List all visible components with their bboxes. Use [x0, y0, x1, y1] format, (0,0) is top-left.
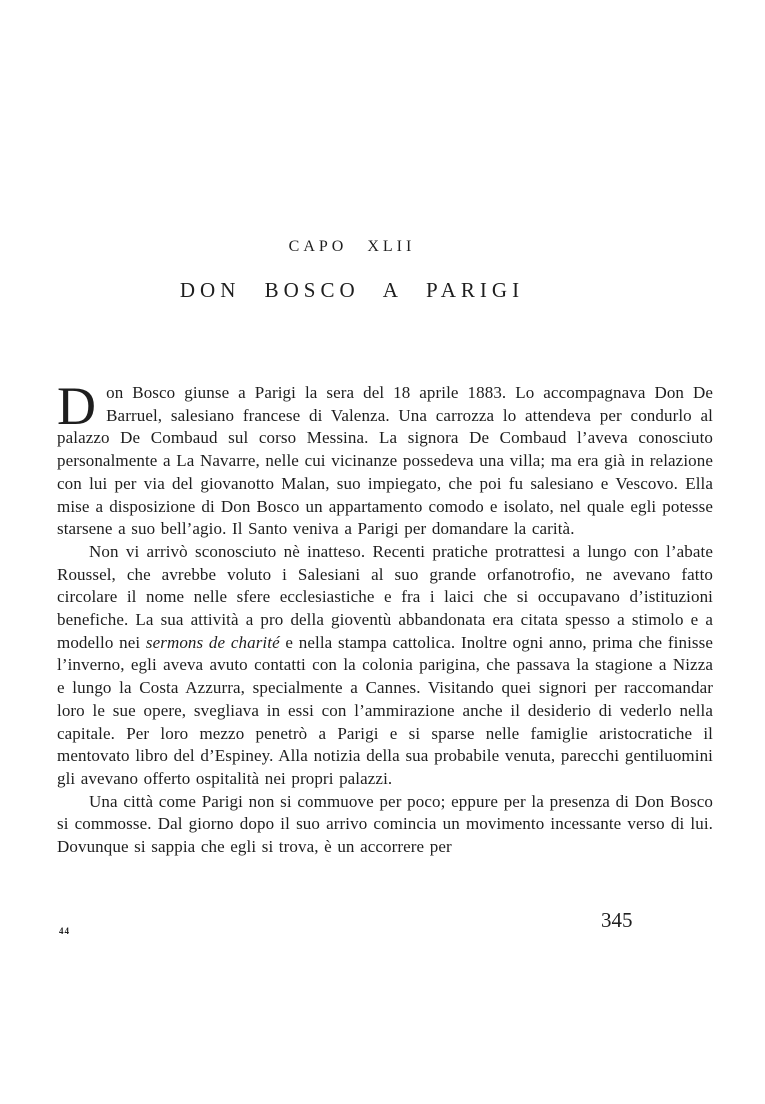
paragraph-2	[57, 541, 713, 791]
page-title: DON BOSCO A PARIGI	[179, 278, 525, 302]
signature-mark: 44	[59, 926, 70, 936]
drop-cap: D	[57, 376, 97, 436]
italic-phrase: sermons de charité	[145, 632, 280, 652]
paragraph-2-text-before: Non vi arrivò sconosciuto nè inatteso. Recenti pratiche protrattesi a lungo con l’abate Roussel, che avrebbe voluto i Salesiani al suo grande orfanotrofio, ne avevano fatto circolare il nome nelle sfere ecclesiastiche e fra i laici che si occupavano d’istituzioni benefiche. La sua attività a pro della gioventù abbandonata era citata spesso a stimolo e a modello nei	[57, 541, 713, 652]
chapter-heading: CAPO XLII	[288, 238, 416, 255]
page-number: 345	[601, 908, 633, 932]
paragraph-1-text: on Bosco giunse a Parigi la sera del 18 aprile 1883. Lo accompagnava Don De Barruel, salesiano francese di Valenza. Una carrozza lo attendeva per condurlo al palazzo De Combaud sul corso Messina. La signora De Combaud l’aveva conosciuto personalmente a La Navarre, nelle cui vicinanze possedeva una villa; ma era già in relazione con lui per via del giovanotto Malan, suo impiegato, che poi fu salesiano e Vescovo. Ella mise a disposizione di Don Bosco un appartamento comodo e isolato, nel quale egli potesse starsene a suo bell’agio. Il Santo veniva a Parigi per domandare la carità.	[57, 383, 713, 539]
body-text	[57, 376, 713, 859]
paragraph-1	[57, 376, 713, 541]
paragraph-3: Una città come Parigi non si commuove per poco; eppure per la presenza di Don Bosco si commosse. Dal giorno dopo il suo arrivo comincia un movimento incessante verso di lui. Dovunque si sappia che egli si trova, è un accorrere per	[57, 791, 713, 857]
paragraph-2-text-after: e nella stampa cattolica. Inoltre ogni anno, prima che finisse l’inverno, egli aveva avuto contatti con la colonia parigina, che passava la stagione a Nizza e lungo la Costa Azzurra, specialmente a Cannes. Visitando quei signori per raccomandar loro le sue opere, svegliava in essi con l’ammirazione anche il desiderio di vederlo nella capitale. Per loro mezzo penetrò a Parigi e si sparse nelle famiglie aristocratiche il mentovato libro del d’Espiney. Alla notizia della sua probabile venuta, parecchi gentiluomini gli avevano offerto ospitalità nei propri palazzi.	[57, 632, 713, 788]
